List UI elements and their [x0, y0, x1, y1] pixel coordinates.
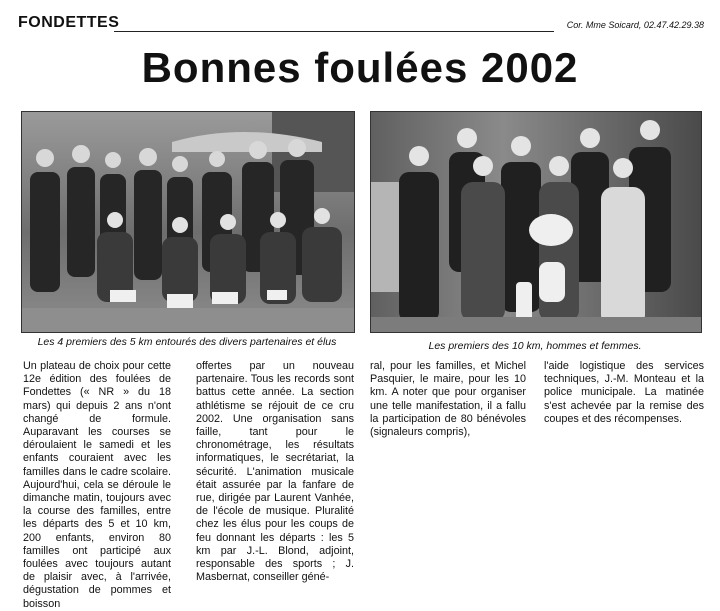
- article-text-col2: offertes par un nouveau partenaire. Tous les records sont battus cette année. La section athlétisme se réjouit de ce cru 2002. Une organisation sans faille, tant pour le chronométrage, les résultats informatiques, le secrétariat, la sécurité. L'animation musicale était assurée par la fanfare de rue, dirigée par Laurent Vanhée, de l'école de musique. Pluralité chez les élus pour les coups de feu donnant les départs : les 5 km par J.-L. Blond, adjoint, responsable des sports ; J. Masbernat, conseiller géné-: [196, 360, 354, 584]
- article-column-4: [544, 360, 704, 426]
- photo-5km-group: [21, 111, 355, 333]
- article-text-col4: l'aide logistique des services techniques, J.-M. Monteau et la police municipale. La matinée s'est achevée par la remise des coupes et des récompenses.: [544, 360, 704, 425]
- article-text-col3: ral, pour les familles, et Michel Pasquier, le maire, pour les 10 km. A noter que pour organiser une telle manifestation, il a fallu la participation de 80 bénévoles (signaleurs compris),: [370, 360, 526, 439]
- article-column-1: [23, 360, 171, 611]
- caption-right-photo: Les premiers des 10 km, hommes et femmes.: [428, 340, 642, 352]
- article-column-2: [196, 360, 354, 584]
- correspondent-contact: Cor. Mme Soicard, 02.47.42.29.38: [566, 20, 704, 30]
- photo-10km-winners: [370, 111, 702, 333]
- page-header: [18, 14, 704, 38]
- article-text-col1: Un plateau de choix pour cette 12e édition des foulées de Fondettes (« NR » du 18 mars) qui depuis 2 ans n'ont changé de formule. Auparavant les courses se déroulaient le samedi et les enfants couraient avec les familles dans le cadre scolaire. Aujourd'hui, cela se déroule le dimanche matin, toujours avec la course des familles, entre les départs des 5 et 10 km, 200 enfants, environ 80 familles ont participé aux foulées avec toujours autant de plaisir avec, à l'arrivée, dégustation de pommes et boisson: [23, 360, 171, 610]
- article-headline: Bonnes foulées 2002: [141, 44, 579, 91]
- caption-left-photo: Les 4 premiers des 5 km entourés des divers partenaires et élus: [37, 336, 337, 348]
- header-rule: [114, 31, 554, 32]
- town-name: FONDETTES: [18, 14, 120, 31]
- article-column-3: [370, 360, 526, 439]
